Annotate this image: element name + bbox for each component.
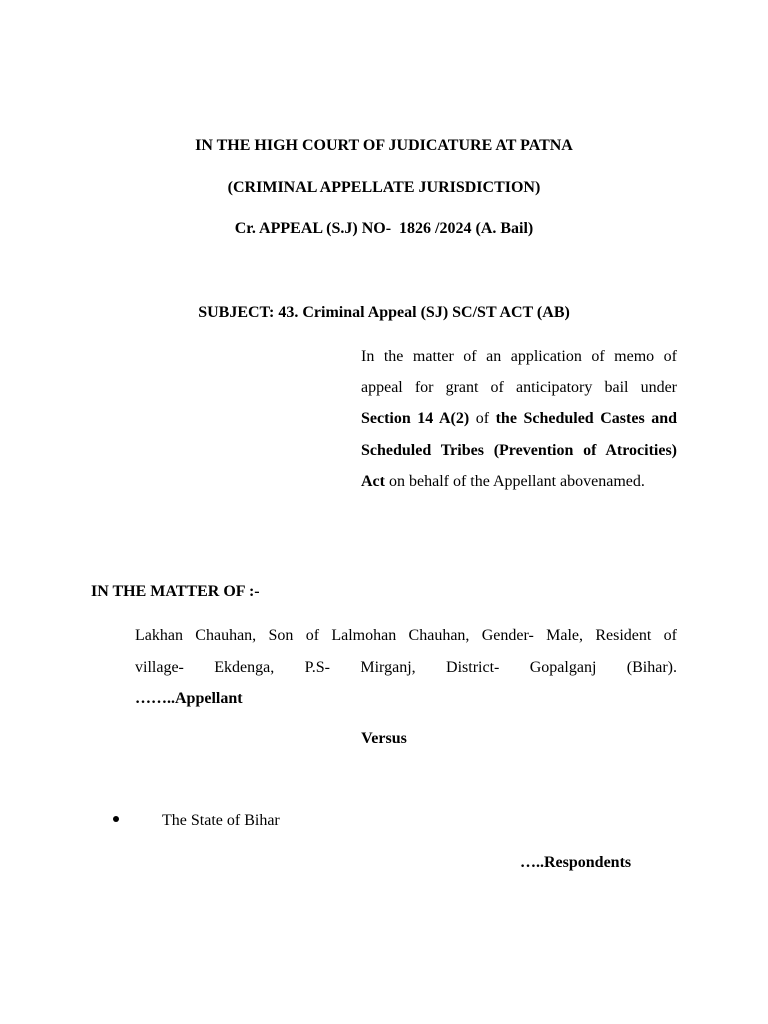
matter-description: [361, 341, 677, 497]
court-title: IN THE HIGH COURT OF JUDICATURE AT PATNA: [195, 137, 573, 154]
respondent-name: The State of Bihar: [162, 812, 280, 829]
matter-text-2: of: [469, 410, 496, 428]
case-number: Cr. APPEAL (S.J) NO- 1826 /2024 (A. Bail): [234, 220, 534, 237]
matter-text-1: In the matter of an application of memo of appeal for grant of anticipatory bail under: [361, 348, 677, 397]
appellant-label: ……..Appellant: [135, 690, 243, 707]
bullet-icon: [112, 808, 122, 828]
appellant-line-2: village- Ekdenga, P.S- Mirganj, District- Gopalganj (Bihar).: [135, 658, 677, 676]
subject-line: SUBJECT: 43. Criminal Appeal (SJ) SC/ST ACT (AB): [198, 304, 570, 321]
in-the-matter-heading: IN THE MATTER OF :-: [91, 583, 260, 600]
matter-text-3: on behalf of the Appellant abovenamed.: [384, 472, 645, 490]
act-name: the Scheduled Castes and Scheduled Tribes (Prevention of Atrocities) Act: [361, 410, 678, 490]
jurisdiction-title: (CRIMINAL APPELLATE JURISDICTION): [227, 179, 541, 196]
appellant-details: [135, 620, 677, 715]
versus-label: Versus: [361, 730, 407, 747]
appellant-line-1: Lakhan Chauhan, Son of Lalmohan Chauhan, Gender- Male, Resident of: [135, 627, 677, 644]
respondents-label: …..Respondents: [520, 854, 632, 871]
section-reference: Section 14 A(2): [361, 410, 470, 428]
